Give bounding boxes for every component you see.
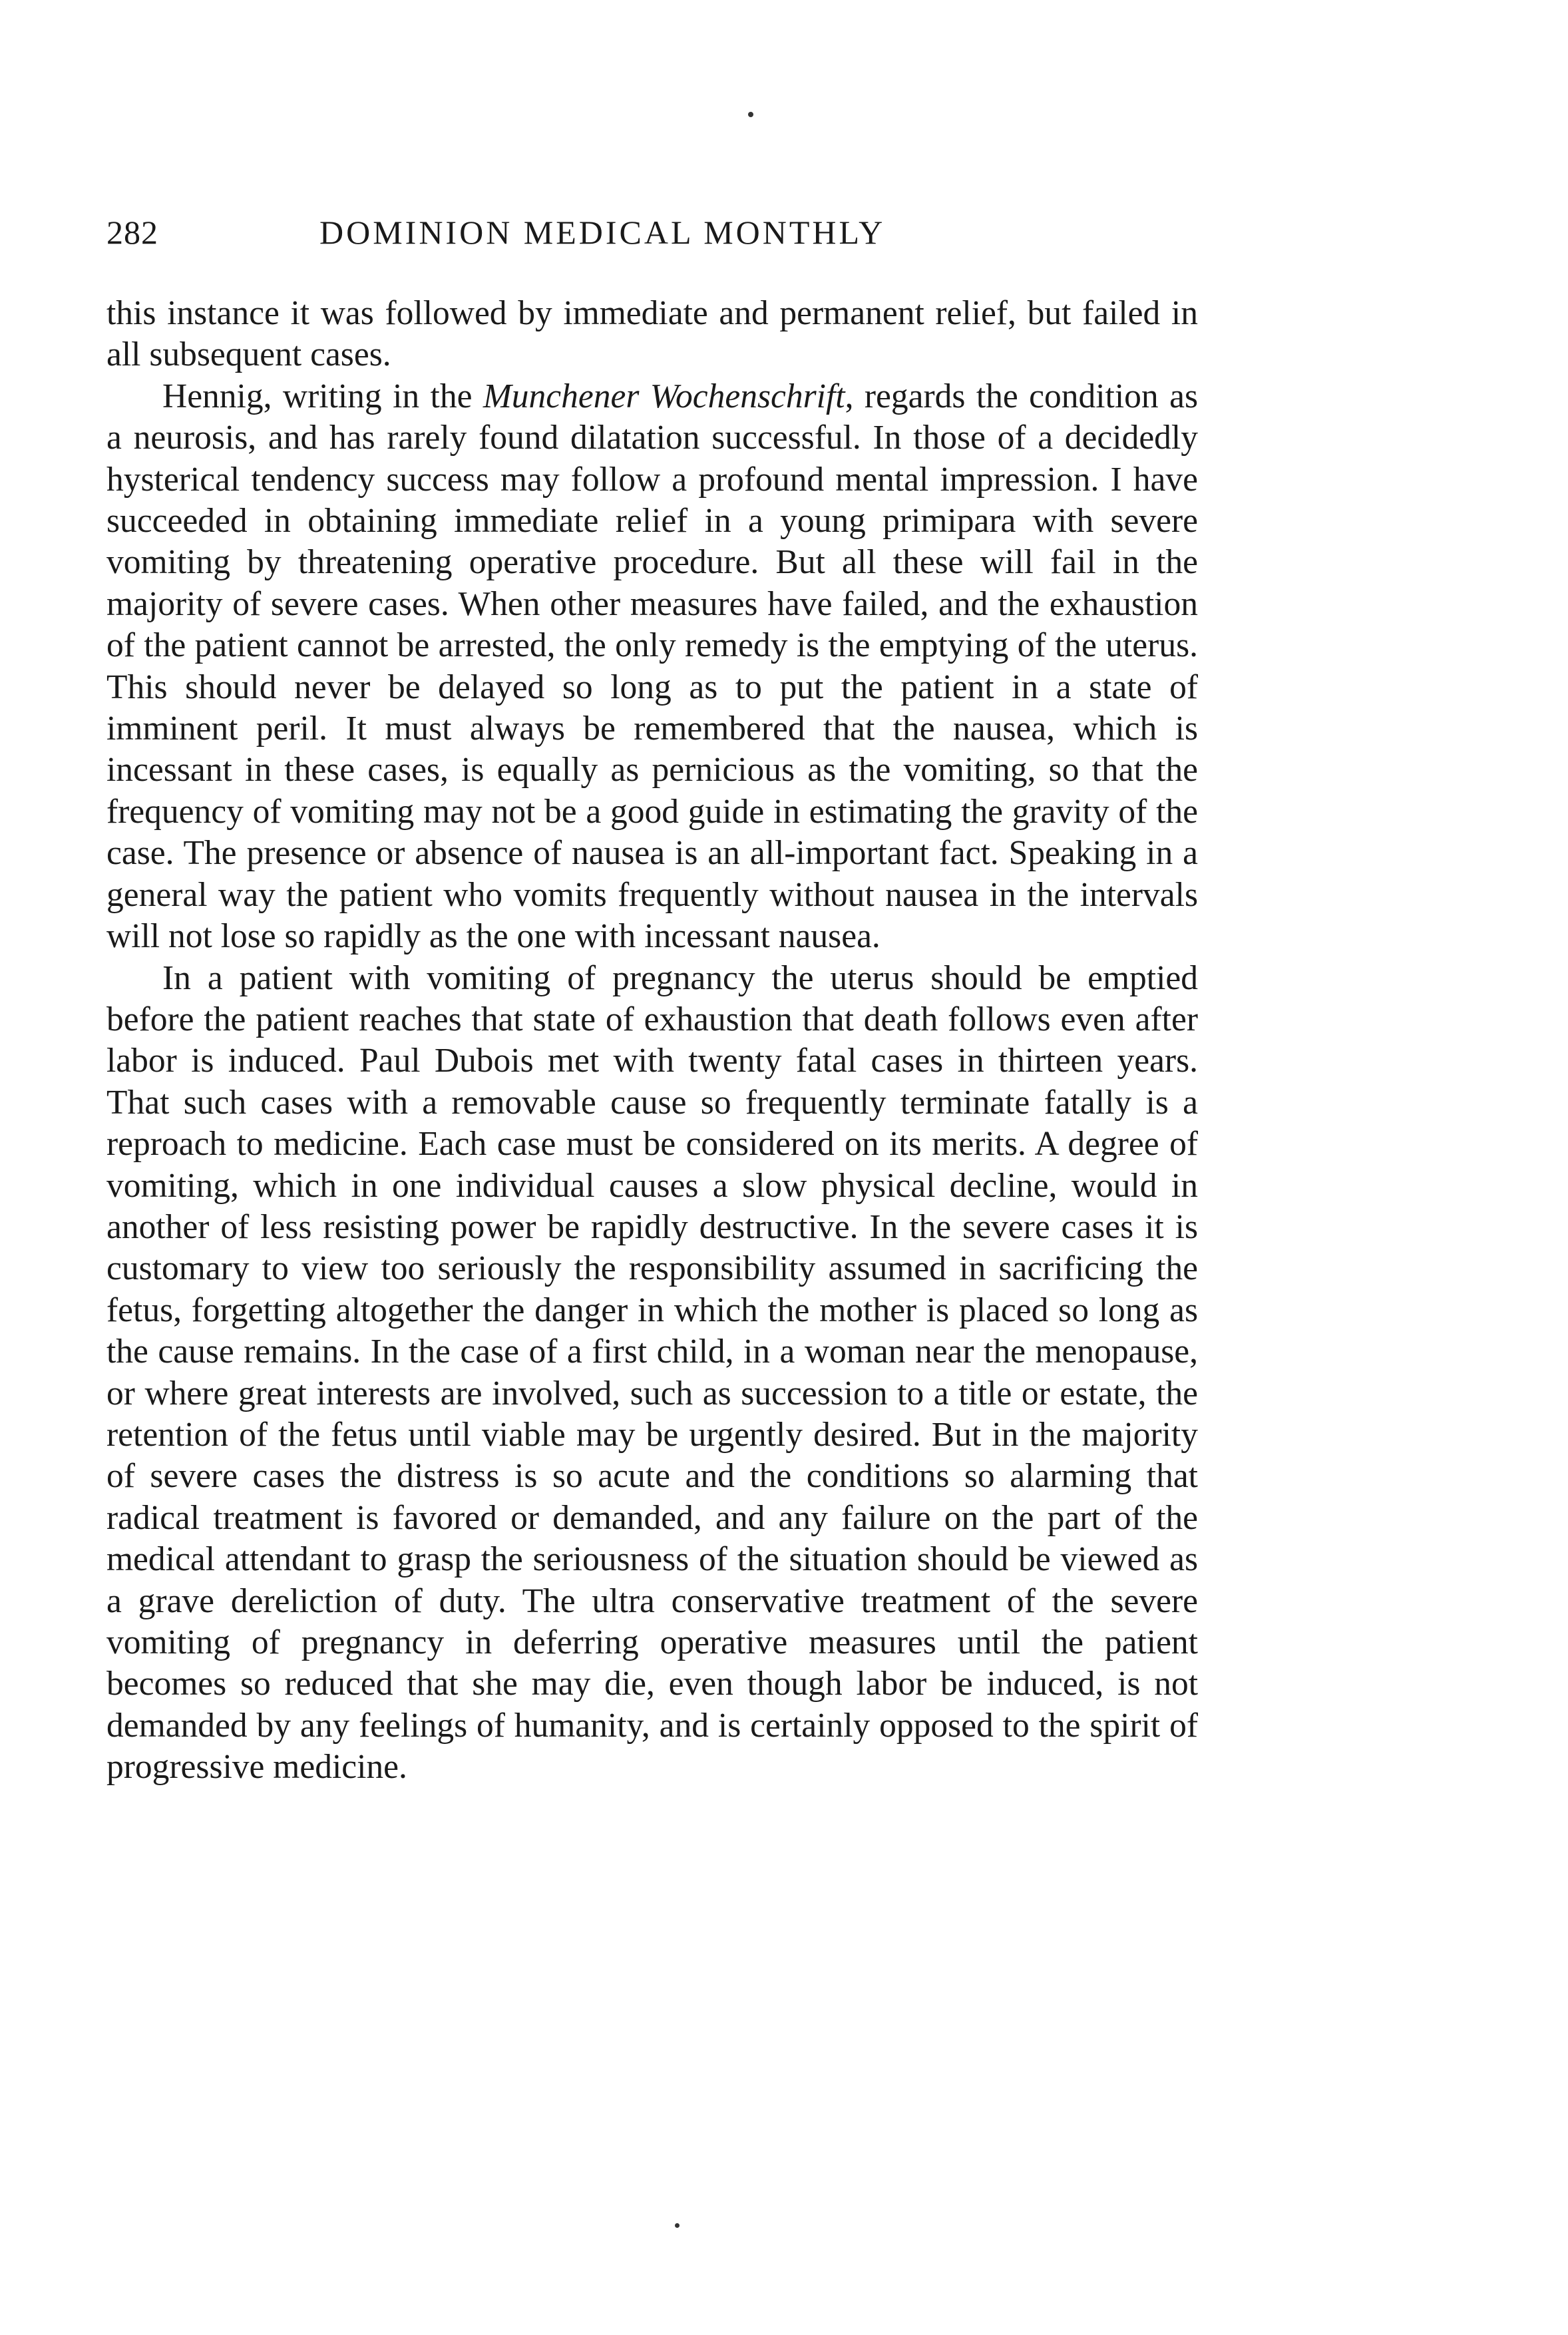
ink-speck-top bbox=[748, 112, 753, 117]
paragraph-hennig bbox=[106, 376, 1198, 958]
paragraph-vomiting-pregnancy bbox=[106, 958, 1198, 1789]
ink-speck-bottom bbox=[675, 2223, 680, 2228]
paragraph-continuation bbox=[106, 293, 1198, 376]
journal-title: Munchener Wochenschrift bbox=[483, 377, 845, 415]
page-number: 282 bbox=[106, 214, 158, 251]
running-head: DOMINION MEDICAL MONTHLY bbox=[319, 214, 886, 251]
paragraph-text: In a patient with vomiting of pregnancy the uterus should be emptied before the patient reaches that state of exhaustion that death follows even after labor is induced. Paul Dubois met with twenty fatal cases in thirteen years. That such cases with a removable cause so frequently terminate fatally is a reproach to medicine. Each case must be considered on its merits. A degree of vomiting, which in one individual causes a slow physical decline, would in another of less resisting power be rapidly destructive. In the severe cases it is customary to view too seriously the responsibility assumed in sacrificing the fetus, forgetting altogether the danger in which the mother is placed so long as the cause remains. In the case of a first child, in a woman near the menopause, or where great interests are involved, such as succession to a title or estate, the retention of the fetus until viable may be urgently desired. But in the majority of severe cases the distress is so acute and the conditions so alarming that radical treatment is favored or demanded, and any failure on the part of the medical attendant to grasp the seriousness of the situation should be viewed as a grave dereliction of duty. The ultra conservative treatment of the severe vomiting of pregnancy in deferring operative measures until the patient becomes so reduced that she may die, even though labor be induced, is not demanded by any feelings of humanity, and is certainly opposed to the spirit of progressive medicine. bbox=[106, 958, 1198, 1787]
paragraph-text-rest: , regards the condition as a neurosis, and has rarely found dilatation successful. In those of a decidedly hysterical tendency success may follow a profound mental impression. I have succeeded in obtaining immediate relief in a young primipara with severe vomiting by threatening operative procedure. But all these will fail in the majority of severe cases. When other measures have failed, and the exhaustion of the patient cannot be arrested, the only remedy is the emptying of the uterus. This should never be delayed so long as to put the patient in a state of imminent peril. It must always be remembered that the nausea, which is incessant in these cases, is equally as pernicious as the vomiting, so that the frequency of vomiting may not be a good guide in estimating the gravity of the case. The presence or absence of nausea is an all-important fact. Speaking in a general way the patient who vomits frequently without nausea in the intervals will not lose so rapidly as the one with incessant nausea. bbox=[106, 377, 1198, 956]
article-body bbox=[106, 293, 1198, 1789]
page-header bbox=[106, 213, 1198, 266]
paragraph-text: this instance it was followed by immediate and permanent relief, but failed in all subsequent cases. bbox=[106, 294, 1198, 374]
paragraph-text-lead: Hennig, writing in the bbox=[162, 377, 483, 415]
